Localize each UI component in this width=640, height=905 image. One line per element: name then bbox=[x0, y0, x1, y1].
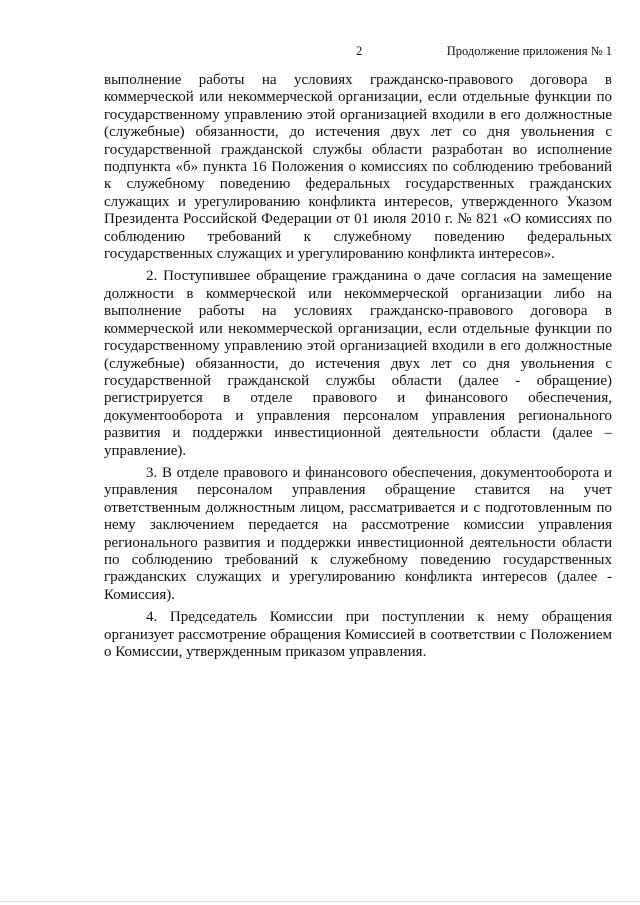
appendix-continuation-label: Продолжение приложения № 1 bbox=[446, 44, 612, 58]
page-header bbox=[0, 44, 640, 62]
paragraph-3: 3. В отделе правового и финансового обеспечения, документооборота и управления персоналом управления обращение ставится на учет ответственным должностным лицом, рассматривается и с подготовленным по нему заключением передается на рассмотрение комиссии управления регионального развития и поддержки инвестиционной деятельности области по соблюдению требований к служебному поведению государственных гражданских служащих и урегулированию конфликта интересов (далее - Комиссия). bbox=[104, 464, 612, 603]
document-body bbox=[104, 72, 612, 661]
page-number: 2 bbox=[356, 44, 363, 58]
paragraph-2: 2. Поступившее обращение гражданина о даче согласия на замещение должности в коммерческой или некоммерческой организации либо на выполнение работы на условиях гражданско-правового договора в коммерческой или некоммерческой организации, если отдельные функции по государственному управлению этой организацией входили в его должностные (служебные) обязанности, до истечения двух лет со дня увольнения с государственной гражданской службы области (далее - обращение) регистрируется в отделе правового и финансового обеспечения, документооборота и управления персоналом управления регионального развития и поддержки инвестиционной деятельности области (далее – управление). bbox=[104, 268, 612, 459]
paragraph-1-continuation: выполнение работы на условиях гражданско-правового договора в коммерческой или некоммерческой организации, если отдельные функции по государственному управлению этой организацией входили в его должностные (служебные) обязанности, до истечения двух лет со дня увольнения с государственной гражданской службы области разработан во исполнение подпункта «б» пункта 16 Положения о комиссиях по соблюдению требований к служебному поведению федеральных государственных гражданских служащих и урегулированию конфликта интересов, утвержденного Указом Президента Российской Федерации от 01 июля 2010 г. № 821 «О комиссиях по соблюдению требований к служебному поведению федеральных государственных служащих и урегулированию конфликта интересов». bbox=[104, 72, 612, 263]
scan-edge-divider bbox=[0, 901, 640, 902]
paragraph-4: 4. Председатель Комиссии при поступлении к нему обращения организует рассмотрение обращения Комиссией в соответствии с Положением о Комиссии, утвержденным приказом управления. bbox=[104, 609, 612, 660]
